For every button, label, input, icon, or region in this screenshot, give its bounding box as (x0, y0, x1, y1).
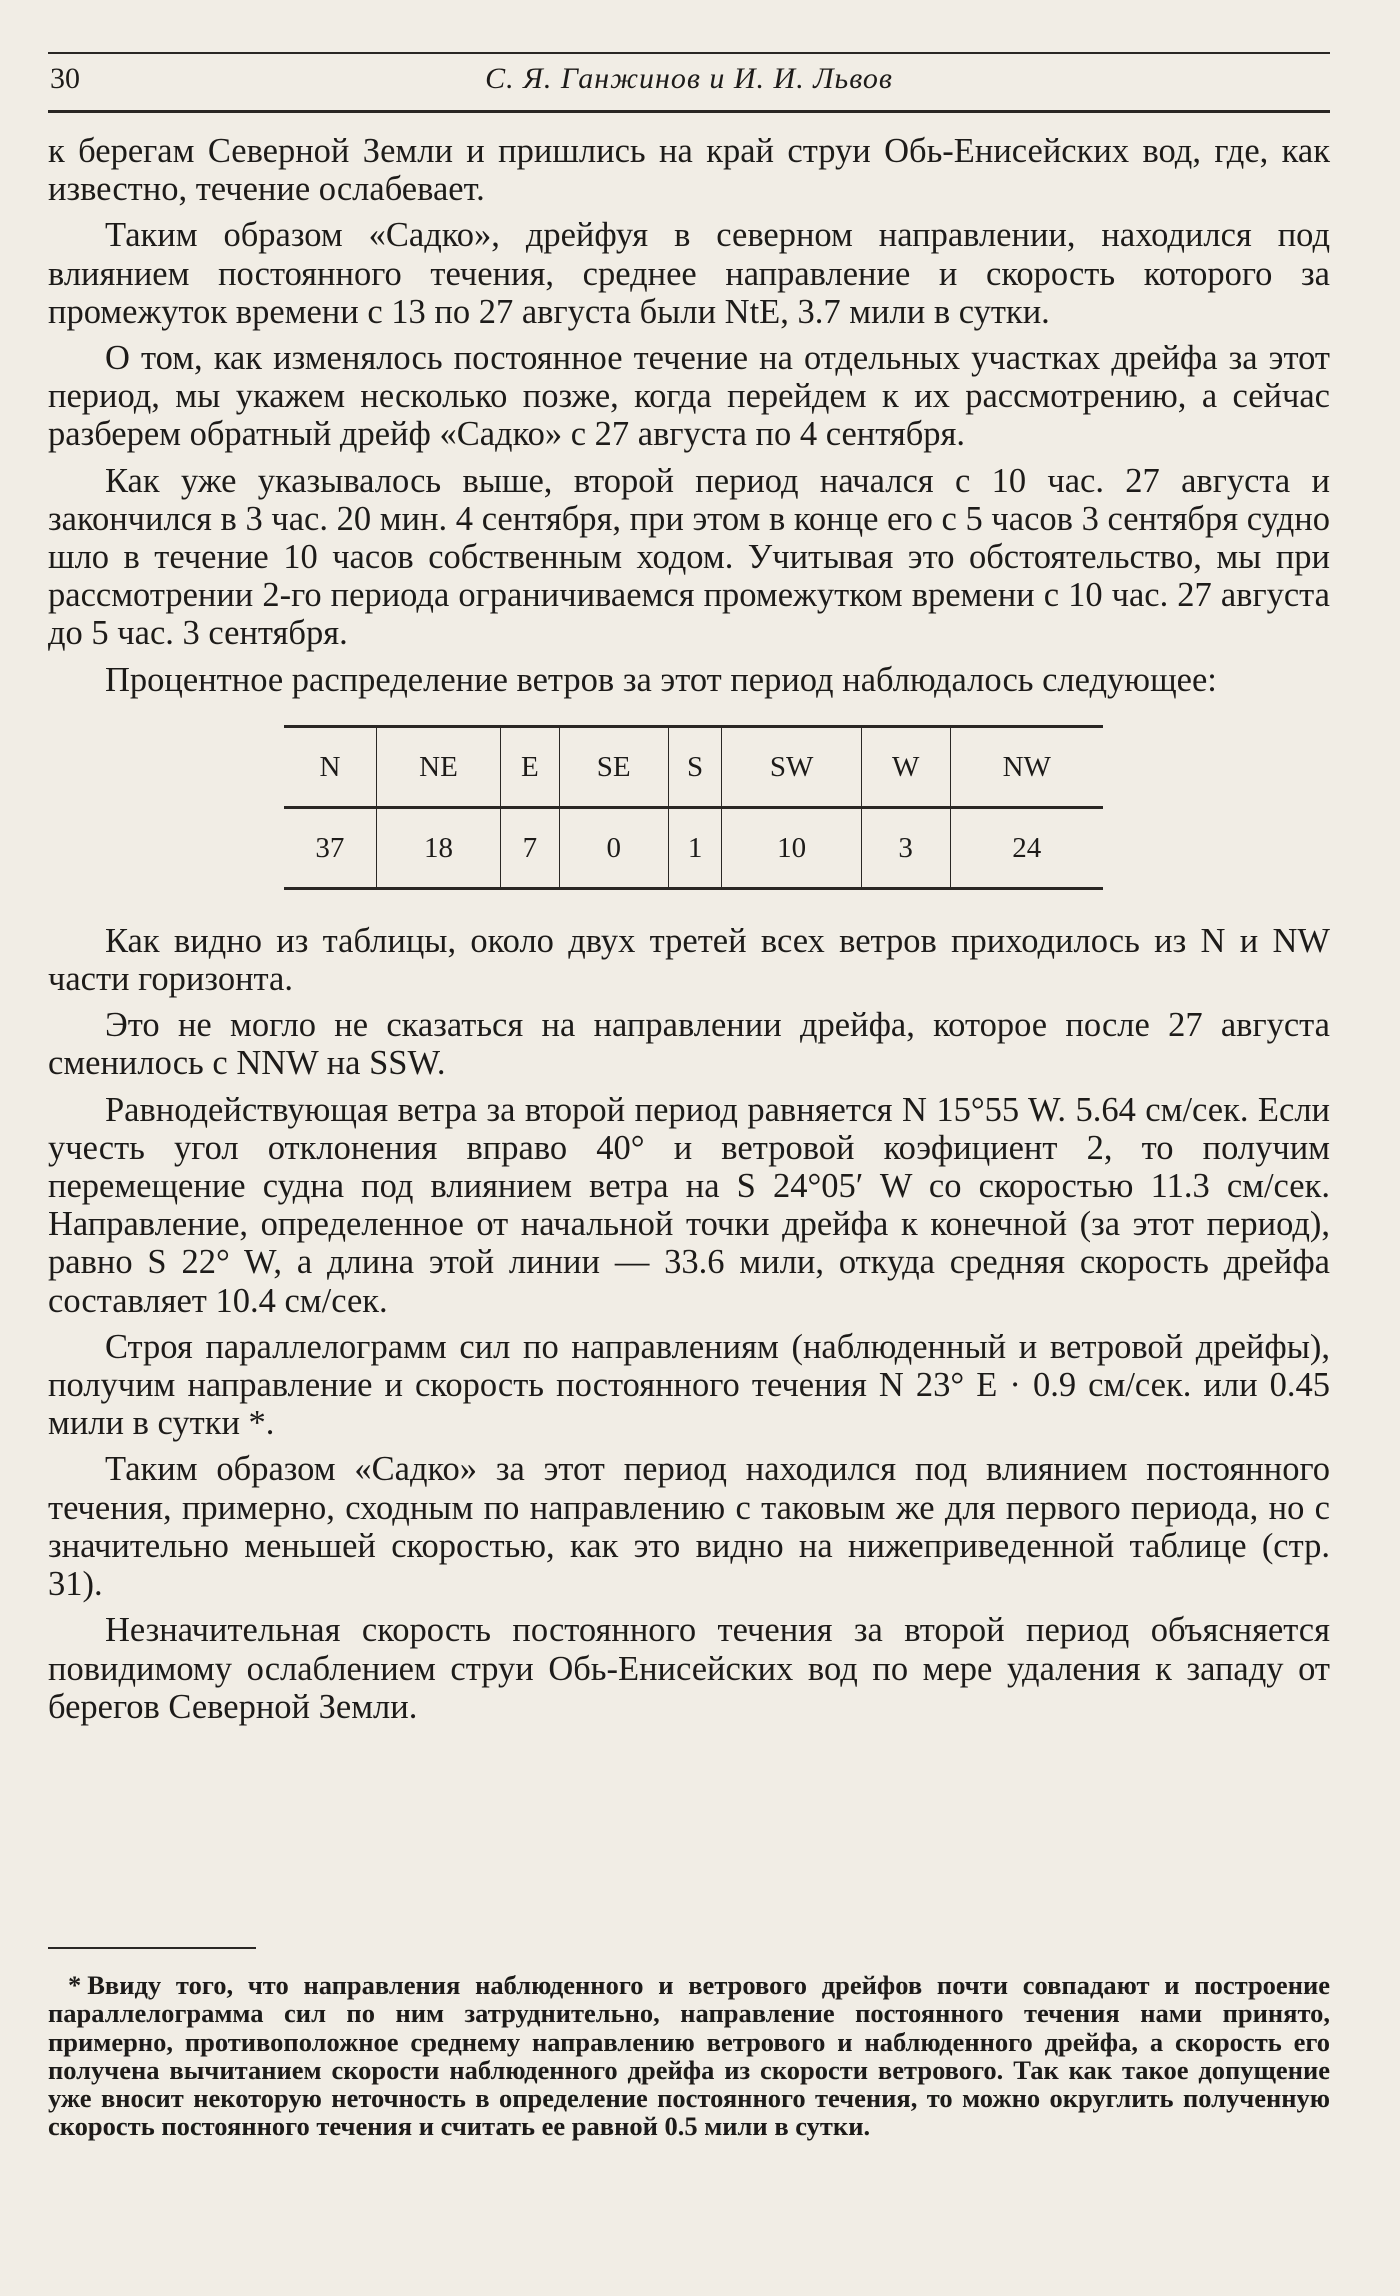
footnote-mark: * (68, 1970, 82, 2000)
paragraph: Незначительная скорость постоянного течения за второй период объясняется повидимому ослаблением струи Обь-Енисейских вод по мере удаления к западу от берегов Северной Земли. (48, 1611, 1330, 1726)
table-header-cell: SW (722, 726, 861, 807)
paragraph: Строя параллелограмм сил по направлениям (наблюденный и ветровой дрейфы), получим направление и скорость постоянного течения N 23° E · 0.9 см/сек. или 0.45 мили в сутки *. (48, 1327, 1330, 1443)
table-cell: 10 (722, 807, 861, 888)
paragraph: Это не могло не сказаться на направлении дрейфа, которое после 27 августа сменилось с NNW на SSW. (48, 1006, 1330, 1083)
table-header-cell: W (861, 726, 950, 807)
table-header-row (284, 726, 1103, 807)
footnote (48, 1971, 1330, 2141)
paragraph: Равнодействующая ветра за второй период равняется N 15°55 W. 5.64 см/сек. Если учесть угол отклонения вправо 40° и ветровой коэфициент 2, то получим перемещение судна под влиянием ветра на S 24°05′ W со скоростью 11.3 см/сек. Направление, определенное от начальной точки дрейфа к конечной (за этот период), равно S 22° W, а длина этой линии — 33.6 мили, откуда средняя скорость дрейфа составляет 10.4 см/сек. (48, 1090, 1330, 1320)
body-text (48, 132, 1330, 1734)
page-number: 30 (50, 62, 80, 95)
paragraph: Как уже указывалось выше, второй период начался с 10 час. 27 августа и закончился в 3 час. 20 мин. 4 сентября, при этом в конце его с 5 часов 3 сентября судно шло в течение 10 часов собственным ходом. Учитывая это обстоятельство, мы при рассмотрении 2-го периода ограничиваемся промежутком времени с 10 час. 27 августа до 5 час. 3 сентября. (48, 461, 1330, 653)
table-header-cell: E (501, 726, 560, 807)
paragraph: О том, как изменялось постоянное течение на отдельных участках дрейфа за этот период, мы укажем несколько позже, когда перейдем к их рассмотрению, а сейчас разберем обратный дрейф «Садко» с 27 августа по 4 сентября. (48, 339, 1330, 454)
table-header-cell: N (284, 726, 376, 807)
table-cell: 1 (668, 807, 722, 888)
paragraph: Таким образом «Садко» за этот период находился под влиянием постоянного течения, примерно, сходным по направлению с таковым же для первого периода, но с значительно меньшей скоростью, как это видно на нижеприведенной таблице (стр. 31). (48, 1450, 1330, 1604)
wind-distribution-table-wrap (48, 725, 1330, 890)
table-cell: 18 (376, 807, 500, 888)
table-cell: 7 (501, 807, 560, 888)
paragraph: к берегам Северной Земли и пришлись на край струи Обь-Енисейских вод, где, как известно, течение ослабевает. (48, 132, 1330, 209)
running-head: С. Я. Ганжинов и И. И. Львов (485, 62, 893, 95)
table-header-cell: S (668, 726, 722, 807)
table-header-cell: NW (950, 726, 1103, 807)
table-header-cell: SE (559, 726, 668, 807)
table-cell: 37 (315, 831, 345, 864)
paragraph: Как видно из таблицы, около двух третей всех ветров приходилось из N и NW части горизонта. (48, 921, 1330, 999)
wind-distribution-table (284, 725, 1103, 890)
table-header-cell: NE (376, 726, 500, 807)
table-row (284, 807, 1103, 888)
page-header (48, 52, 1330, 113)
table-cell: 24 (950, 807, 1103, 888)
table-cell: 0 (559, 807, 668, 888)
footnote-text: Ввиду того, что направления наблюденного и ветрового дрейфов почти совпадают и построение параллелограмма сил по ним затруднительно, направление постоянного течения нами принято, примерно, противоположное среднему направлению ветрового и наблюденного дрейфа, а скорость его получена вычитанием скорости наблюденного дрейфа из скорости ветрового. Так как такое допущение уже вносит некоторую неточность в определение постоянного течения, то можно округлить полученную скорость постоянного течения и считать ее равной 0.5 мили в сутки. (48, 1970, 1330, 2142)
paragraph: Процентное распределение ветров за этот период наблюдалось следующее: (105, 660, 1217, 699)
footnote-divider (48, 1947, 256, 1949)
table-cell: 3 (861, 807, 950, 888)
paragraph: Таким образом «Садко», дрейфуя в северном направлении, находился под влиянием постоянного течения, среднее направление и скорость которого за промежуток времени с 13 по 27 августа были NtE, 3.7 мили в сутки. (48, 216, 1330, 331)
